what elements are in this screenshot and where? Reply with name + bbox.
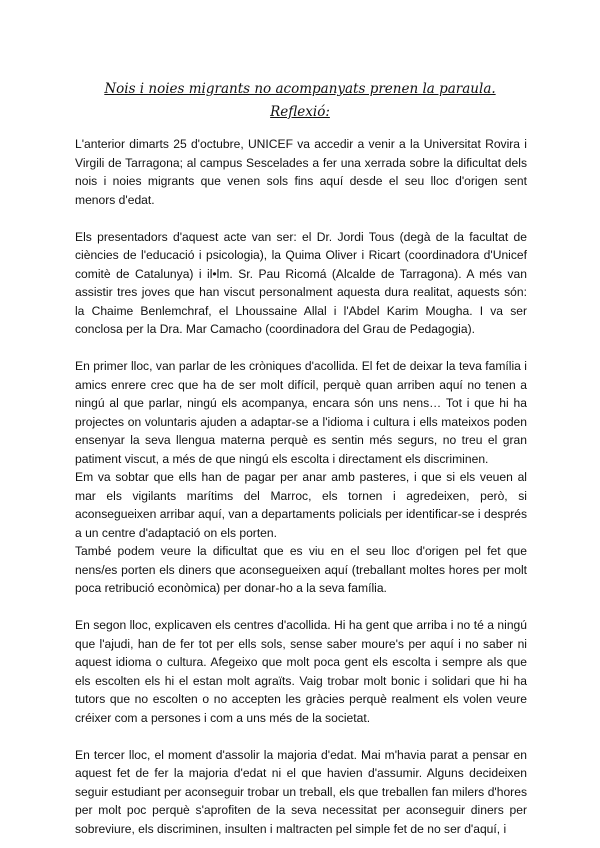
paragraph-first-point: En primer lloc, van parlar de les cròniques d'acollida. El fet de deixar la teva família i amics enrere crec que ha de ser molt difícil, perquè quan arriben aquí no tenen a ningú al que parlar, ningú els acompanya, encara són uns nens… Tot i que hi ha projectes on voluntaris ajuden a adaptar-se a l'idioma i cultura i ells mateixos poden ensenyar la seva llengua materna perquè es sentin més segurs, no treu el gran patiment viscut, a més de que ningú els escolta i directament els discriminen. [75,359,527,466]
paragraph-presenters: Els presentadors d'aquest acte van ser: el Dr. Jordi Tous (degà de la facultat de ciències de l'educació i psicologia), la Quima Oliver i Ricart (coordinadora d'Unicef comitè de Catalunya) i il•lm. Sr. Pau Ricomá (Alcalde de Tarragona). A més van assistir tres joves que han viscut personalment aquesta dura realitat, aquests són: la Chaime Benlemchraf, el Lhoussaine Allal i l'Abdel Karim Mougha. I va ser conclosa per la Dra. Mar Camacho (coordinadora del Grau de Pedagogia). [75,229,527,336]
document-body [75,135,527,838]
document-subtitle: Reflexió: [270,104,330,120]
paragraph-origin-difficulty: També podem veure la dificultat que es viu en el seu lloc d'origen pel fet que nens/es porten els diners que aconsegueixen aquí (treballant moltes hores per molt poca retribució econòmica) per donar-ho a la seva família. [75,544,527,595]
document-title: Nois i noies migrants no acompanyats prenen la paraula. [104,81,496,97]
paragraph-third-point: En tercer lloc, el moment d'assolir la majoria d'edat. Mai m'havia parat a pensar en aquest fet de fer la majoria d'edat ni el que havien d'assumir. Alguns decideixen seguir estudiant per aconseguir trobar un treball, els que treballen fan milers d'hores per molt poc perquè s'aprofiten de la seva necessitat per aconseguir diners per sobreviure, els discriminen, insulten i maltracten pel simple fet de no ser d'aquí, i [75,747,527,836]
paragraph-boats: Em va sobtar que ells han de pagar per anar amb pasteres, i que si els veuen al mar els vigilants marítims del Marroc, els tornen i agredeixen, però, si aconsegueixen arribar aquí, van a departaments policials per identificar-se i després a un centre d'adaptació on els porten. [75,470,527,540]
title-block [0,78,600,123]
paragraph-intro: L'anterior dimarts 25 d'octubre, UNICEF va accedir a venir a la Universitat Rovira i Virgili de Tarragona; al campus Sescelades a fer una xerrada sobre la dificultat dels nois i noies migrants que venen sols fins aquí desde el seu lloc d'origen sent menors d'edat. [75,137,527,207]
paragraph-second-point: En segon lloc, explicaven els centres d'acollida. Hi ha gent que arriba i no té a ningú que l'ajudi, han de fer tot per ells sols, sense saber moure's per aquí i no saber ni aquest idioma o cultura. Afegeixo que molt poca gent els escolta i sempre als que els escolten els hi el estan molt agraïts. Vaig trobar molt bonic i solidari que hi ha tutors que no escolten o no accepten les gràcies perquè realment els volen veure créixer com a persones i com a uns més de la societat. [75,618,527,725]
